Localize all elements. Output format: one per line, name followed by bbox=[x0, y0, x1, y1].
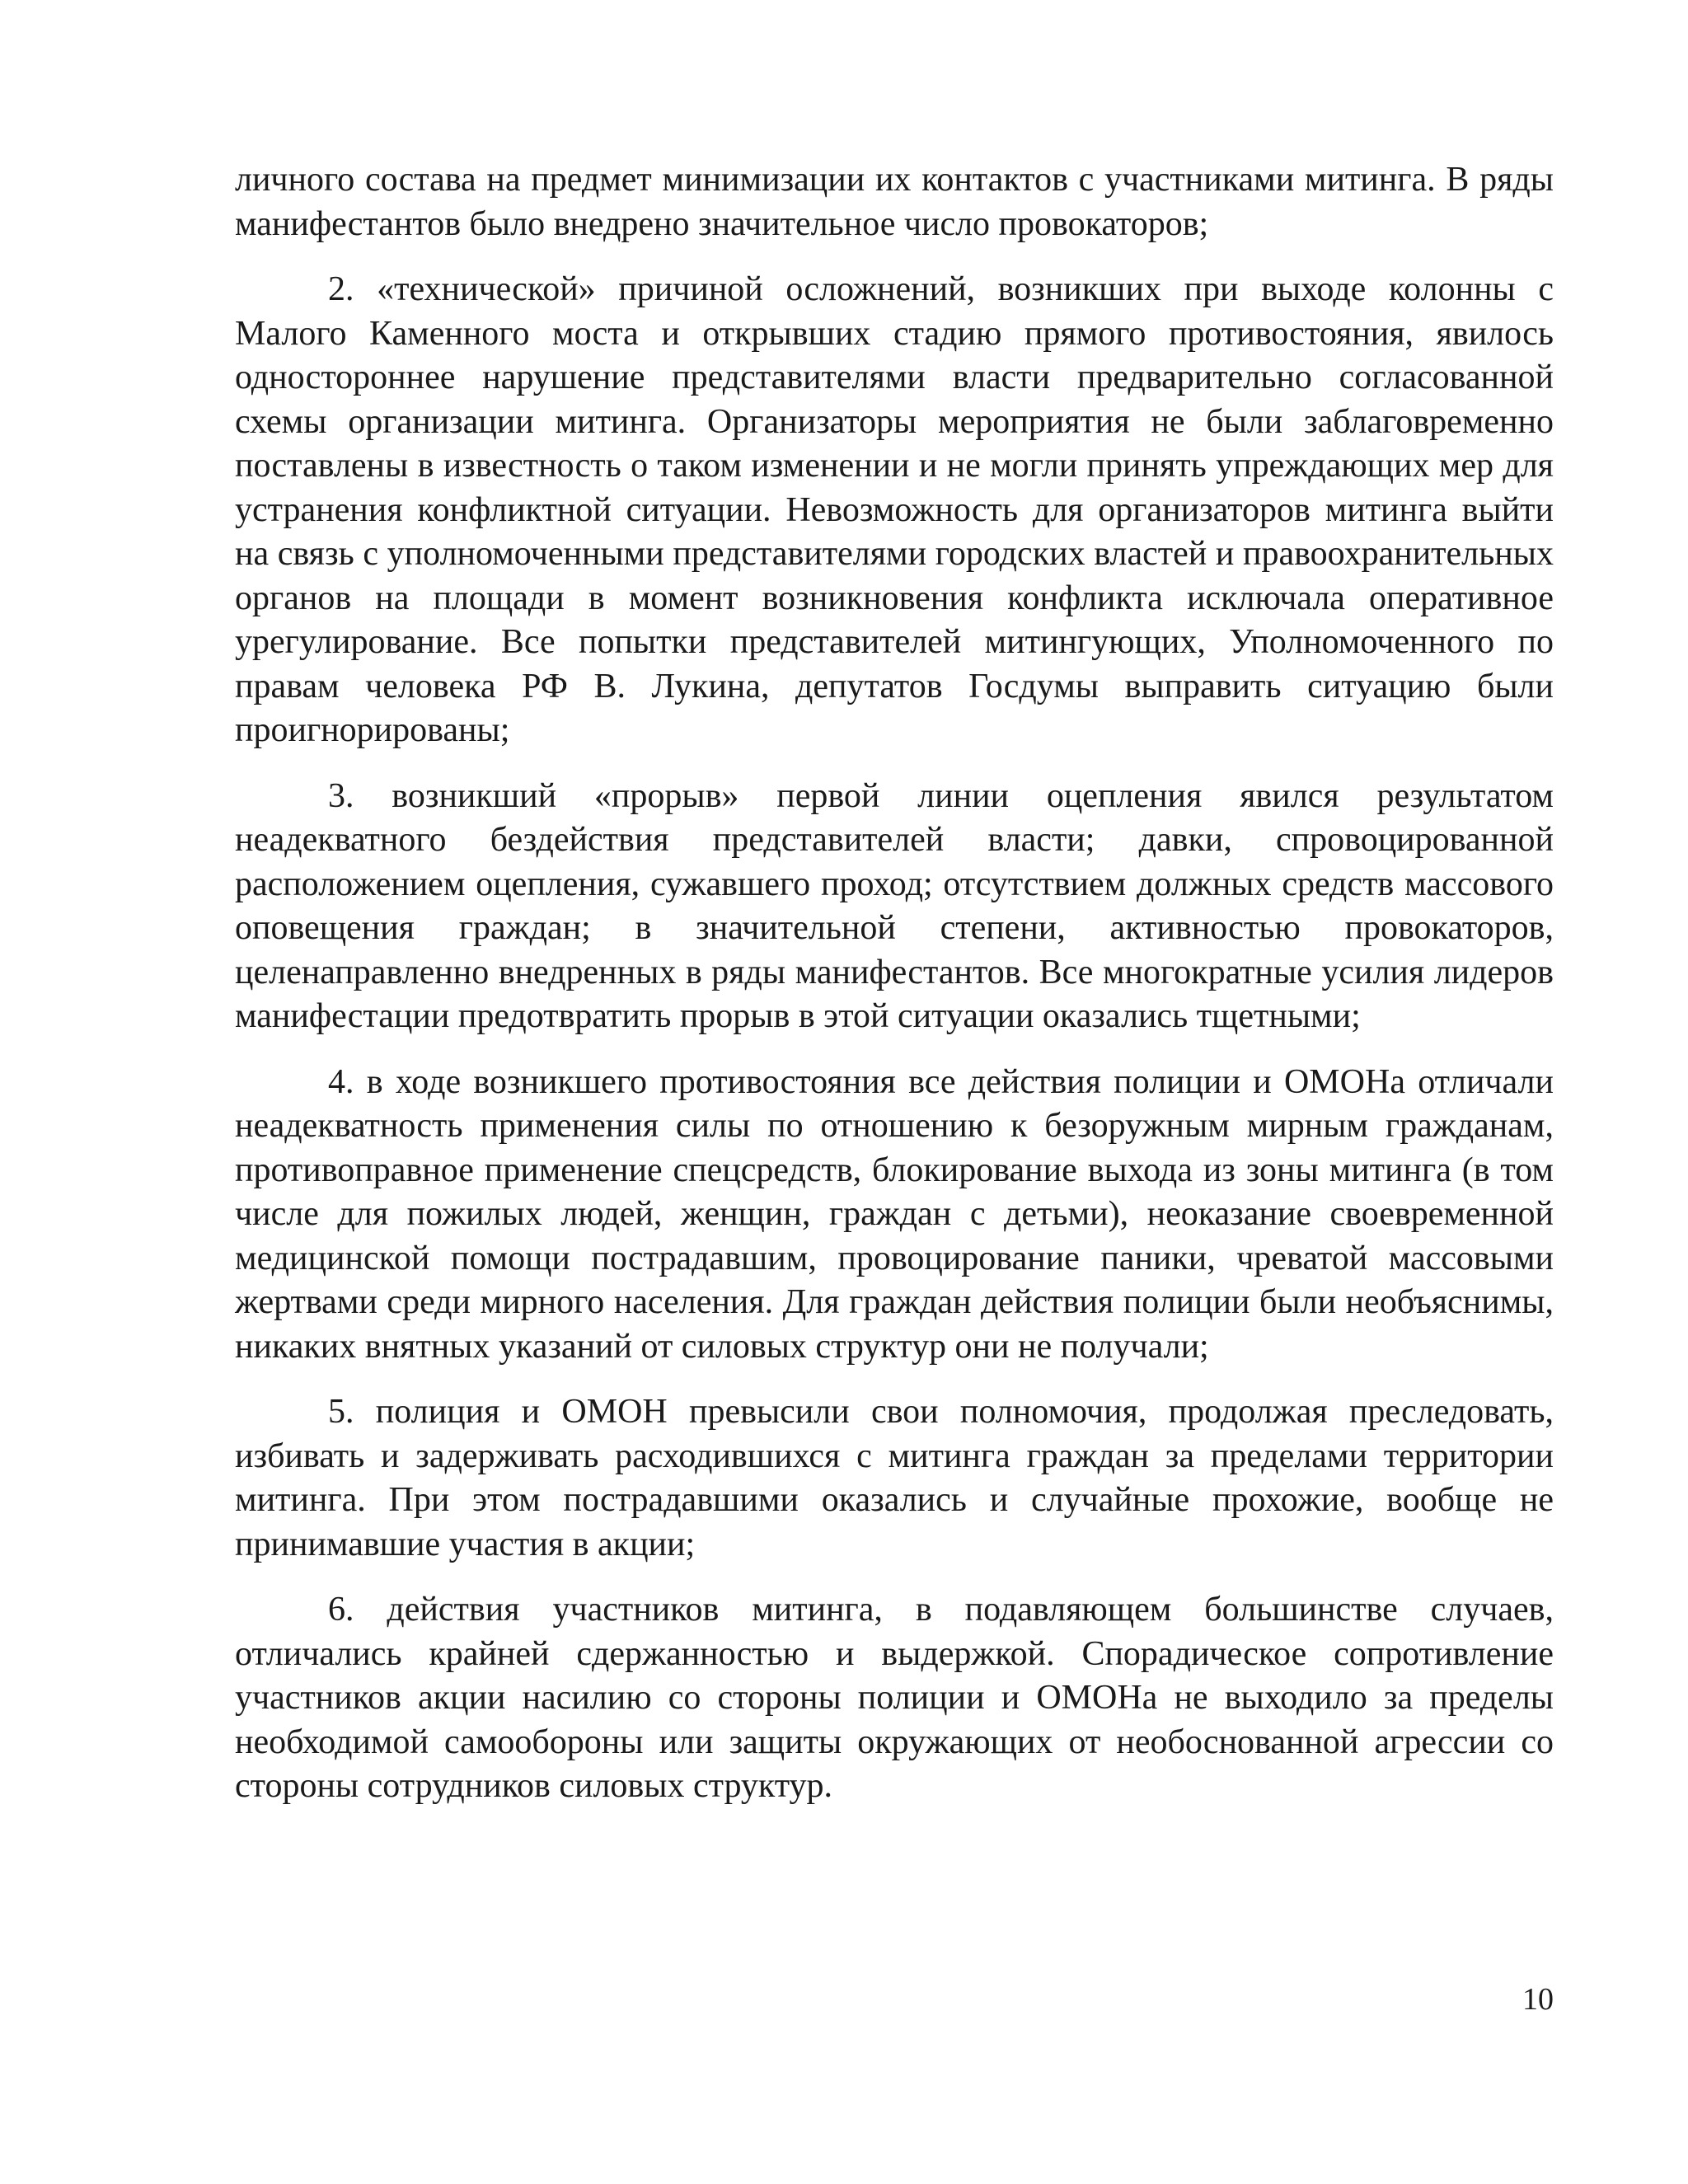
paragraph-item-6: 6. действия участников митинга, в подавляющем большинстве случаев, отличались крайней сдержанностью и выдержкой. Спорадическое сопротивление участников акции насилию со стороны полиции и ОМОНа не выходило за пределы необходимой самообороны или защиты окружающих от необоснованной агрессии со стороны сотрудников силовых структур. bbox=[235, 1591, 1554, 1805]
paragraph-item-4: 4. в ходе возникшего противостояния все действия полиции и ОМОНа отличали неадекватность применения силы по отношению к безоружным мирным гражданам, противоправное применение спецсредств, блокирование выхода из зоны митинга (в том числе для пожилых людей, женщин, граждан с детьми), неоказание своевременной медицинской помощи пострадавшим, провоцирование паники, чреватой массовыми жертвами среди мирного населения. Для граждан действия полиции были необъяснимы, никаких внятных указаний от силовых структур они не получали; bbox=[235, 1062, 1554, 1366]
paragraph-continuation: личного состава на предмет минимизации их контактов с участниками митинга. В ряды манифестантов было внедрено значительное число провокаторов; bbox=[235, 161, 1554, 243]
body-text bbox=[235, 158, 1554, 1809]
paragraph-item-3: 3. возникший «прорыв» первой линии оцепления явился результатом неадекватного бездействия представителей власти; давки, спровоцированной расположением оцепления, сужавшего проход; отсутствием должных средств массового оповещения граждан; в значительной степени, активностью провокаторов, целенаправленно внедренных в ряды манифестантов. Все многократные усилия лидеров манифестации предотвратить прорыв в этой ситуации оказались тщетными; bbox=[235, 776, 1554, 1035]
paragraph-item-2: 2. «технической» причиной осложнений, возникших при выходе колонны с Малого Каменного моста и открывших стадию прямого противостояния, явилось одностороннее нарушение представителями власти предварительно согласованной схемы организации митинга. Организаторы мероприятия не были заблаговременно поставлены в известность о таком изменении и не могли принять упреждающих мер для устранения конфликтной ситуации. Невозможность для организаторов митинга выйти на связь с уполномоченными представителями городских властей и правоохранительных органов на площади в момент возникновения конфликта исключала оперативное урегулирование. Все попытки представителей митингующих, Уполномоченного по правам человека РФ В. Лукина, депутатов Госдумы выправить ситуацию были проигнорированы; bbox=[235, 270, 1554, 749]
paragraph-item-5: 5. полиция и ОМОН превысили свои полномочия, продолжая преследовать, избивать и задерживать расходившихся с митинга граждан за пределами территории митинга. При этом пострадавшими оказались и случайные прохожие, вообще не принимавшие участия в акции; bbox=[235, 1393, 1554, 1563]
page-number: 10 bbox=[1522, 1982, 1554, 2017]
